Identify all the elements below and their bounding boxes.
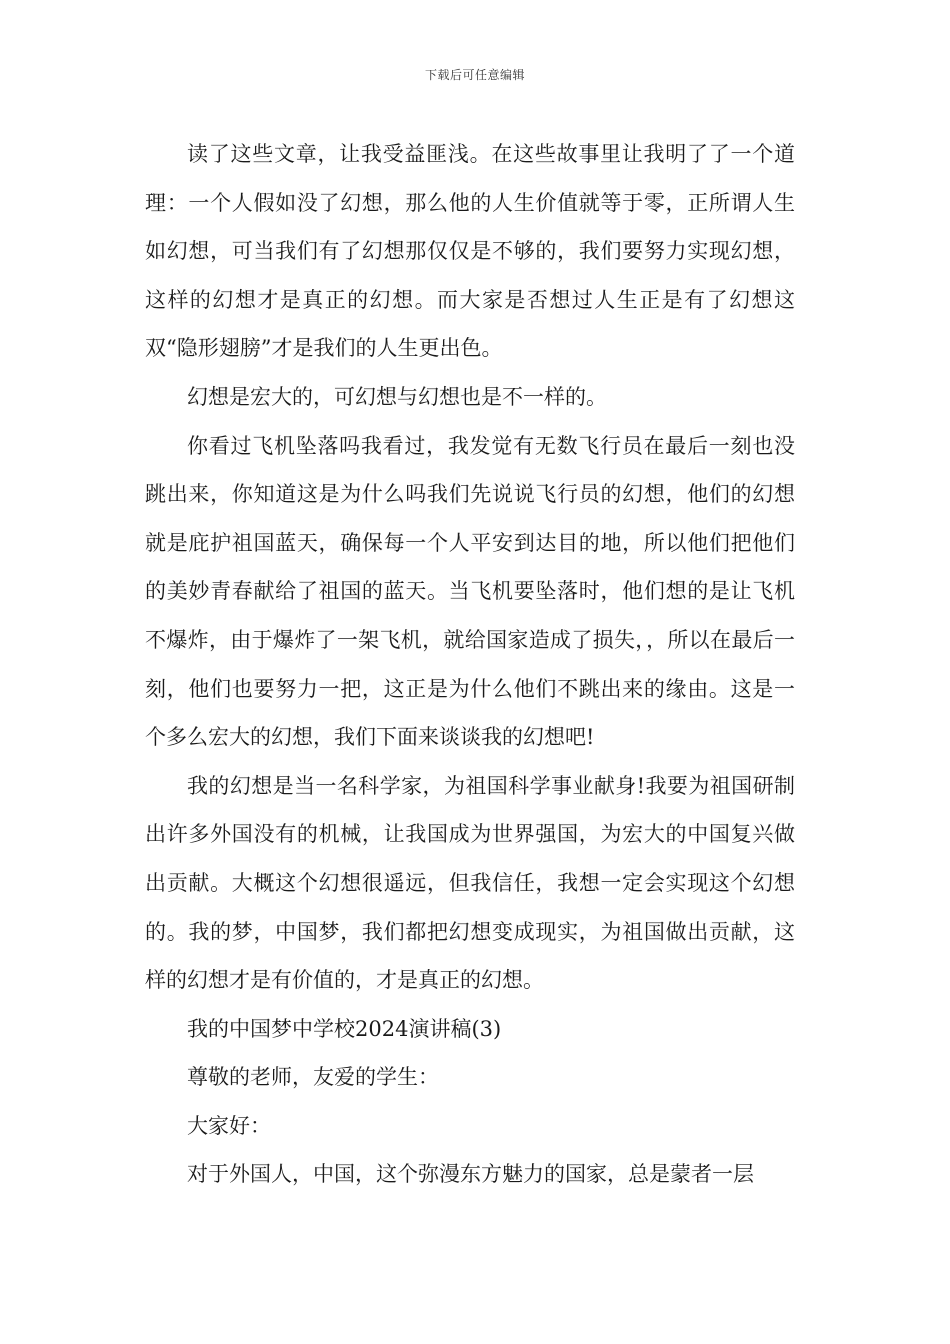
paragraph-reflection: 读了这些文章，让我受益匪浅。在这些故事里让我明了了一个道理：一个人假如没了幻想，那么他的人生价值就等于零，正所谓人生如幻想，可当我们有了幻想那仅仅是不够的，我们要努力实现幻想，这样的幻想才是真正的幻想。而大家是否想过人生正是有了幻想这双“隐形翅膀”才是我们的人生更出色。 [145, 142, 795, 361]
paragraph-dream-greatness: 幻想是宏大的，可幻想与幻想也是不一样的。 [187, 384, 607, 409]
salutation: 尊敬的老师，友爱的学生： [187, 1065, 439, 1090]
paragraph-pilots: 你看过飞机坠落吗我看过，我发觉有无数飞行员在最后一刻也没跳出来，你知道这是为什么吗我们先说说飞行员的幻想，他们的幻想就是庇护祖国蓝天，确保每一个人平安到达目的地，所以他们把他们的美妙青春献给了祖国的蓝天。当飞机要坠落时，他们想的是让飞机不爆炸，由于爆炸了一架飞机，就给国家造成了损失，，所以在最后一刻，他们也要努力一把，这正是为什么他们不跳出来的缘由。这是一个多么宏大的幻想，我们下面来谈谈我的幻想吧! [145, 433, 795, 750]
document-body [145, 130, 795, 1199]
paragraph-foreigners: 对于外国人，中国，这个弥漫东方魅力的国家，总是蒙者一层 [187, 1162, 754, 1187]
paragraph-my-dream: 我的幻想是当一名科学家，为祖国科学事业献身!我要为祖国研制出许多外国没有的机械，让我国成为世界强国，为宏大的中国复兴做出贡献。大概这个幻想很遥远，但我信任，我想一定会实现这个幻想的。我的梦，中国梦，我们都把幻想变成现实，为祖国做出贡献，这样的幻想才是有价值的，才是真正的幻想。 [145, 773, 795, 993]
speech-title: 我的中国梦中学校2024演讲稿(3) [187, 1016, 502, 1041]
page-header-note: 下载后可任意编辑 [424, 68, 525, 82]
greeting: 大家好： [187, 1113, 271, 1138]
